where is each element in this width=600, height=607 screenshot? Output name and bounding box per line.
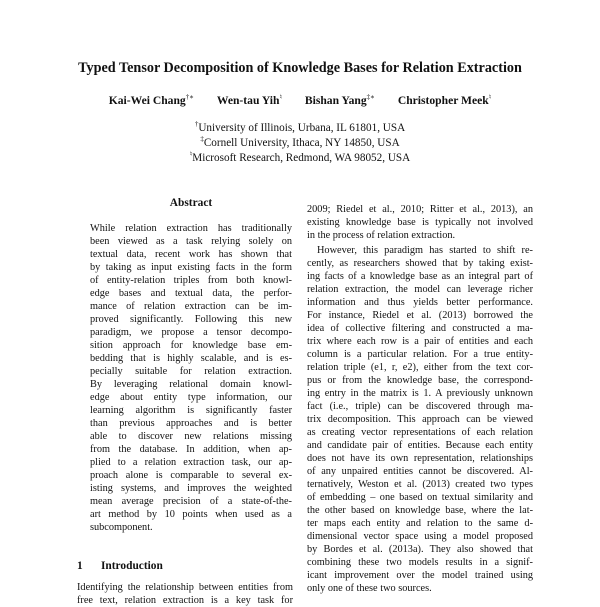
body-line: only one of these two sources. bbox=[307, 583, 432, 594]
body-line: relation extraction, the model can leverage richer bbox=[307, 284, 533, 295]
body-line: cently, as researchers showed that by taking exist- bbox=[307, 258, 533, 269]
affiliation-2 bbox=[0, 137, 600, 149]
abstract-line: proach alone is comparable to several ex- bbox=[90, 470, 292, 481]
body-line: does not have its own representation, relationships bbox=[307, 453, 533, 464]
author-name: Wen-tau Yih bbox=[216, 94, 280, 107]
author-name: Kai-Wei Chang bbox=[108, 94, 186, 107]
body-line: For instance, Riedel et al. (2013) borrowed the bbox=[307, 310, 533, 321]
affiliation-1 bbox=[0, 122, 600, 134]
body-line: combining these two models results in a signif- bbox=[307, 557, 533, 568]
section-title: Introduction bbox=[101, 560, 163, 572]
body-line: dimensional vector space using a model proposed bbox=[307, 531, 533, 542]
abstract-line: art method by 10 points when used as a bbox=[90, 509, 292, 520]
body-line: ternatively, Weston et al. (2013) created two types bbox=[307, 479, 533, 490]
affiliation-3 bbox=[0, 152, 600, 164]
body-line: ing entry in the matrix is 1. A previously unknown bbox=[307, 388, 533, 399]
author-1 bbox=[109, 94, 194, 107]
body-line: of embedding – one based on textual similarity and bbox=[307, 492, 533, 503]
abstract-line: isting systems, and improves the weighted bbox=[90, 483, 292, 494]
body-line: fact (i.e., triple) can be discovered through ma- bbox=[307, 401, 533, 412]
body-line: ter maps each entity and relation to the same d- bbox=[307, 518, 533, 529]
abstract-line: proved significantly. Following this new bbox=[90, 314, 292, 325]
abstract-line: edge bases and textual data, the perfor- bbox=[90, 288, 292, 299]
body-line: relation triple (e1, r, e2), either from the text cor- bbox=[307, 362, 533, 373]
abstract-line: paradigm, we propose a tensor decompo- bbox=[90, 327, 292, 338]
body-line: as creating vector representations of each relation bbox=[307, 427, 533, 438]
abstract-line: from the database. In addition, when ap- bbox=[90, 444, 292, 455]
affiliation-text: Cornell University, Ithaca, NY 14850, USA bbox=[203, 137, 400, 149]
affiliation-mark: ♮ bbox=[189, 150, 193, 158]
body-line: ing facts of a knowledge base as an integral part of bbox=[307, 271, 533, 282]
abstract-line: textual data, recent work has shown that bbox=[90, 249, 292, 260]
body-line: icant improvement over the model trained using bbox=[307, 570, 533, 581]
body-line: and candidate pair of entities. Because each entity bbox=[307, 440, 533, 451]
affiliation-mark: † bbox=[194, 120, 199, 128]
abstract-line: mean average precision of a state-of-the- bbox=[90, 496, 292, 507]
intro-line: Identifying the relationship between entities from bbox=[77, 582, 293, 593]
abstract-line: able to discover new relations missing bbox=[90, 431, 292, 442]
abstract-line: While relation extraction has traditionally bbox=[90, 223, 292, 234]
author-3 bbox=[305, 94, 375, 107]
body-line: column is a particular relation. For a true entity- bbox=[307, 349, 533, 360]
abstract-line: By leveraging relational domain knowl- bbox=[90, 379, 292, 390]
author-mark: ♮ bbox=[279, 93, 282, 101]
body-line: pus or from the knowledge base, the correspond- bbox=[307, 375, 533, 386]
paper-title: Typed Tensor Decomposition of Knowledge Bases for Relation Extraction bbox=[78, 60, 522, 76]
author-4 bbox=[398, 94, 491, 107]
section-heading bbox=[77, 560, 163, 572]
abstract-line: bedding that is highly scalable, and is es- bbox=[90, 353, 292, 364]
body-line: trix where each row is a pair of entities and each bbox=[307, 336, 533, 347]
body-line: the other based on knowledge base, where the lat- bbox=[307, 505, 533, 516]
abstract-line: pecially suitable for relation extraction. bbox=[90, 366, 292, 377]
body-line: in the process of relation extraction. bbox=[307, 230, 456, 241]
abstract-line: sition approach for knowledge base em- bbox=[90, 340, 292, 351]
abstract-line: learning algorithm is significantly faster bbox=[90, 405, 292, 416]
body-line: However, this paradigm has started to shift re- bbox=[317, 245, 533, 256]
author-list bbox=[0, 94, 600, 107]
author-mark: †∗ bbox=[185, 93, 194, 101]
author-2 bbox=[217, 94, 282, 107]
body-line: trix decomposition. This approach can be viewed bbox=[307, 414, 533, 425]
affiliation-mark: ‡ bbox=[200, 135, 204, 143]
author-mark: ‡∗ bbox=[366, 93, 375, 101]
affiliation-text: University of Illinois, Urbana, IL 61801, USA bbox=[198, 122, 406, 134]
abstract-line: edge about entity type information, our bbox=[90, 392, 292, 403]
abstract-line: by taking as input existing facts in the form bbox=[90, 262, 292, 273]
author-name: Christopher Meek bbox=[397, 94, 489, 107]
author-mark: ♮ bbox=[488, 93, 492, 101]
abstract-line: subcomponent. bbox=[90, 522, 153, 533]
body-line: by Bordes et al. (2013a). They also showed that bbox=[307, 544, 533, 555]
intro-line: free text, relation extraction is a key task for bbox=[77, 595, 293, 606]
abstract-line: mance of relation extraction can be im- bbox=[90, 301, 292, 312]
body-line: information and thus yields better performance. bbox=[307, 297, 533, 308]
abstract-line: been viewed as a task relying solely on bbox=[90, 236, 292, 247]
abstract-heading: Abstract bbox=[169, 197, 213, 209]
abstract-line: than previous approaches and is better bbox=[90, 418, 292, 429]
body-line: idea of collective filtering and constructed a ma- bbox=[307, 323, 533, 334]
body-line: existing knowledge base is typically not involved bbox=[307, 217, 533, 228]
author-name: Bishan Yang bbox=[304, 94, 367, 107]
section-number: 1 bbox=[77, 560, 83, 572]
abstract-line: of entity-relation triples from both knowl- bbox=[90, 275, 292, 286]
affiliation-text: Microsoft Research, Redmond, WA 98052, USA bbox=[192, 152, 411, 164]
abstract-line: plied to a relation extraction task, our ap- bbox=[90, 457, 292, 468]
body-line: of any unpaired entities cannot be discovered. Al- bbox=[307, 466, 533, 477]
body-line: 2009; Riedel et al., 2010; Ritter et al., 2013), an bbox=[307, 204, 533, 215]
